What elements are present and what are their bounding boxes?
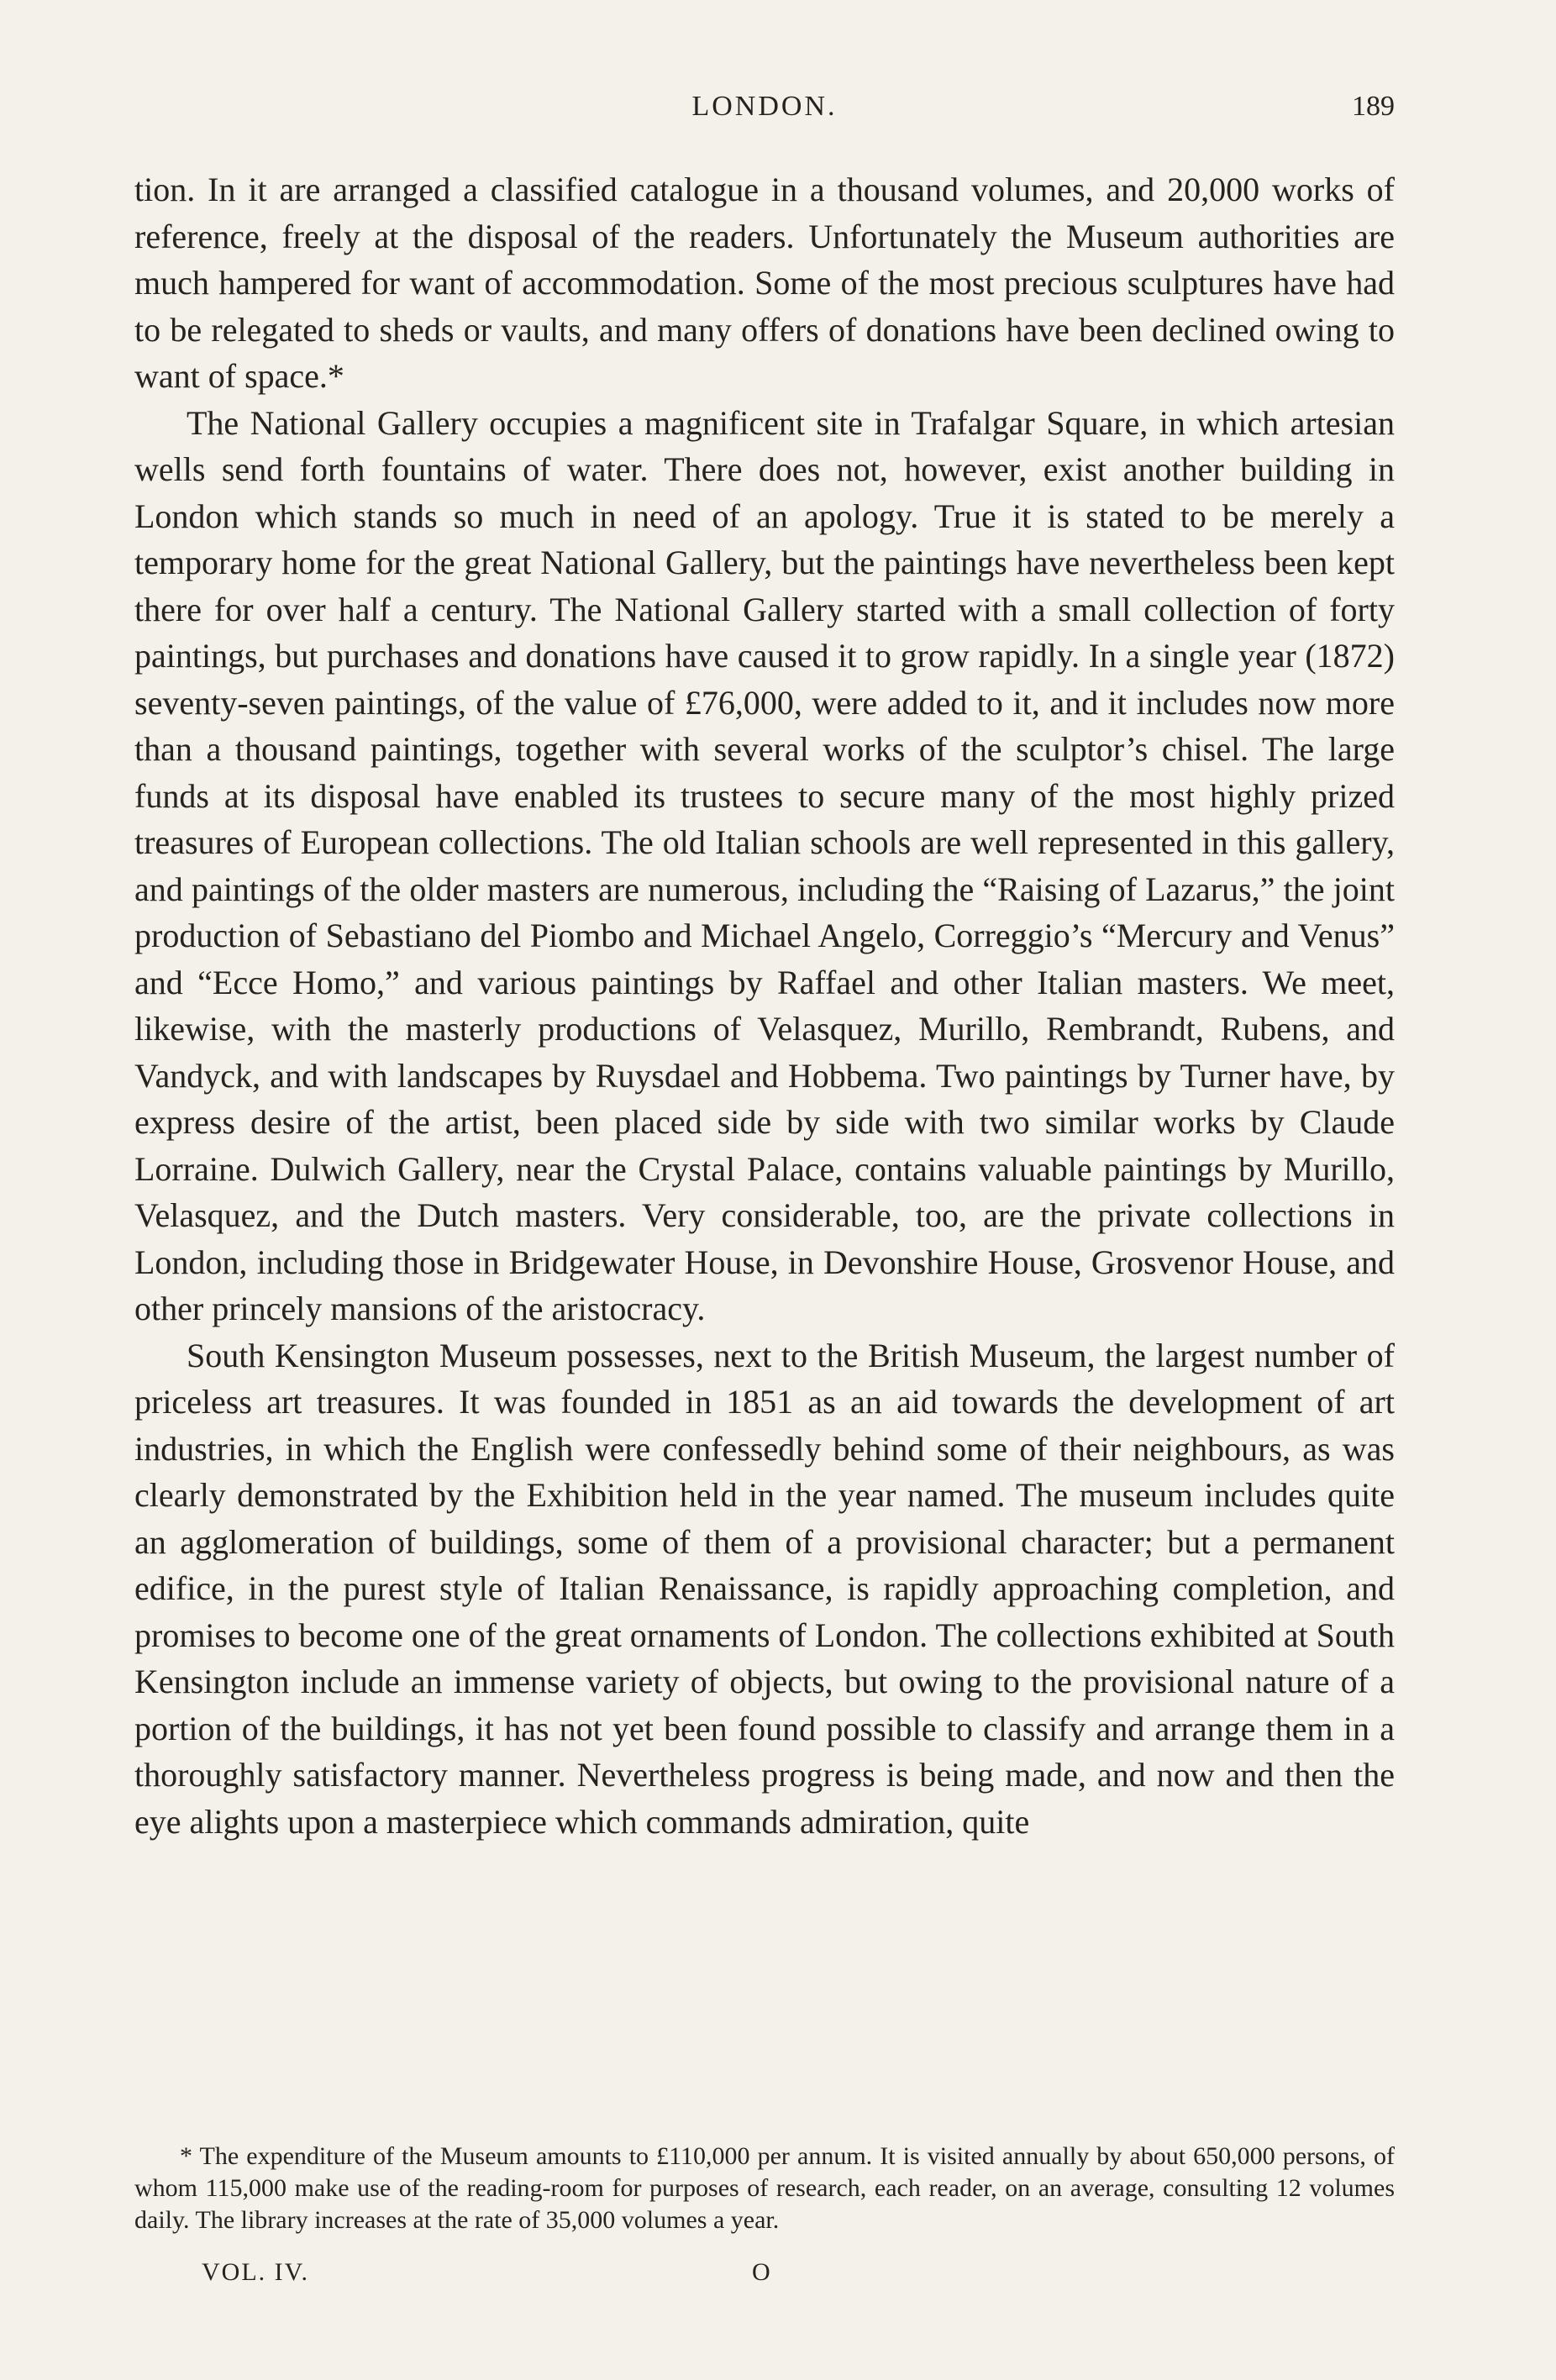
running-head xyxy=(134,91,1395,133)
footnote: * The expenditure of the Museum amounts to £110,000 per annum. It is visited annually by about 650,000 persons, of whom 115,000 make use of the reading-room for purposes of research, each reader, on an average, consulting 12 volumes daily. The library increases at the rate of 35,000 volumes a year. xyxy=(134,2142,1395,2234)
signature-mark: O xyxy=(752,2258,772,2286)
paragraph-continued: tion. In it are arranged a classified catalogue in a thousand volumes, and 20,000 works of reference, freely at the disposal of the readers. Unfortunately the Museum authorities are much hampered for want of accommodation. Some of the most precious sculptures have had to be relegated to sheds or vaults, and many offers of donations have been declined owing to want of space.* xyxy=(134,171,1395,395)
body-text xyxy=(134,166,1395,1845)
volume-mark: VOL. IV. xyxy=(202,2258,309,2286)
signature-line xyxy=(134,2258,1395,2292)
running-title: LONDON. xyxy=(691,91,838,122)
paragraph-national-gallery: The National Gallery occupies a magnificent site in Trafalgar Square, in which artesian wells send forth fountains of water. There does not, however, exist another building in London which stands so much in need of an apology. True it is stated to be merely a temporary home for the great National Gallery, but the paintings have nevertheless been kept there for over half a century. The National Gallery started with a small collection of forty paintings, but purchases and donations have caused it to grow rapidly. In a single year (1872) seventy-seven paintings, of the value of £76,000, were added to it, and it includes now more than a thousand paintings, together with several works of the sculptor’s chisel. The large funds at its disposal have enabled its trustees to secure many of the most highly prized treasures of European collections. The old Italian schools are well represented in this gallery, and paintings of the older masters are numerous, including the “Raising of Lazarus,” the joint production of Sebastiano del Piombo and Michael Angelo, Correggio’s “Mercury and Venus” and “Ecce Homo,” and various paintings by Raffael and other Italian masters. We meet, likewise, with the masterly productions of Velasquez, Murillo, Rembrandt, Rubens, and Vandyck, and with landscapes by Ruysdael and Hobbema. Two paintings by Turner have, by express desire of the artist, been placed side by side with two similar works by Claude Lorraine. Dulwich Gallery, near the Crystal Palace, contains valuable paintings by Murillo, Velasquez, and the Dutch masters. Very considerable, too, are the private collections in London, including those in Bridgewater House, in Devonshire House, Grosvenor House, and other princely mansions of the aristocracy. xyxy=(134,403,1395,1327)
page-number: 189 xyxy=(1352,91,1395,122)
paragraph-south-kensington: South Kensington Museum possesses, next to the British Museum, the largest number of priceless art treasures. It was founded in 1851 as an aid towards the development of art industries, in which the English were confessedly behind some of their neighbours, as was clearly demonstrated by the Exhibition held in the year named. The museum includes quite an agglomeration of buildings, some of them of a provisional character; but a permanent edifice, in the purest style of Italian Renaissance, is rapidly approaching completion, and promises to become one of the great ornaments of London. The collections exhibited at South Kensington include an immense variety of objects, but owing to the provisional nature of a portion of the buildings, it has not yet been found possible to classify and arrange them in a thoroughly satisfactory manner. Nevertheless progress is being made, and now and then the eye alights upon a masterpiece which commands admiration, quite xyxy=(134,1336,1395,1841)
